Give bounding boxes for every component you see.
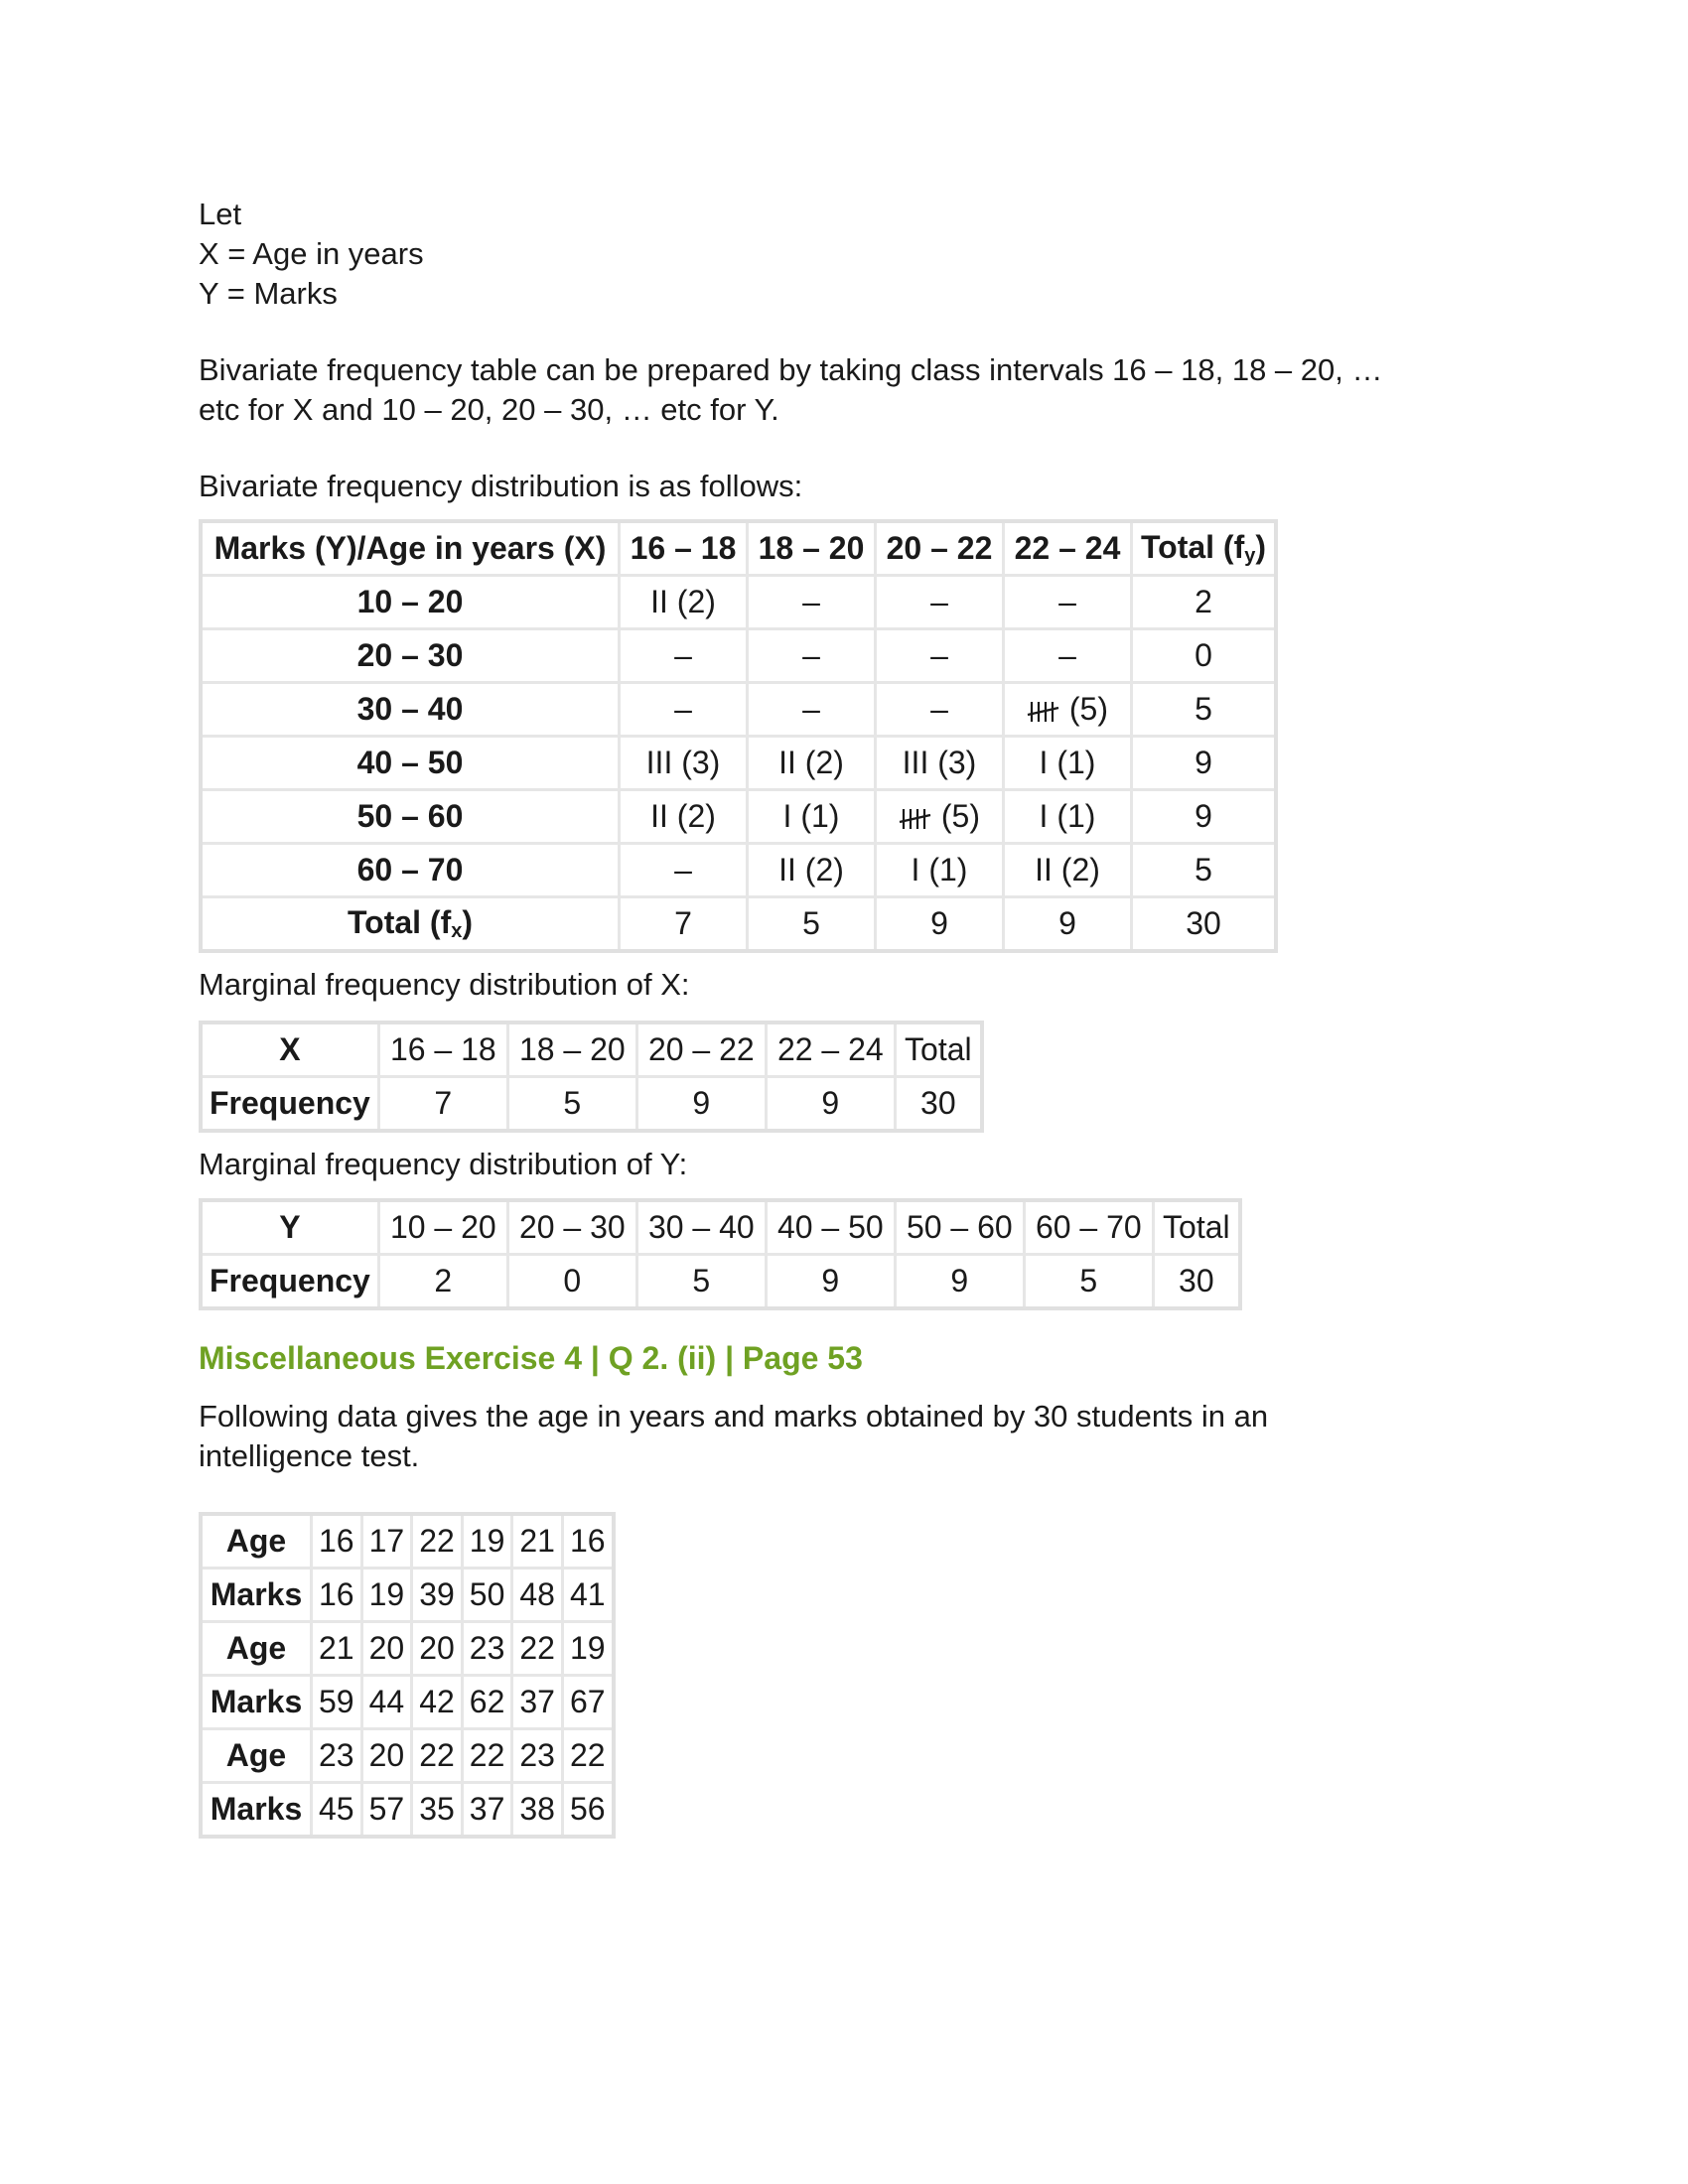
tally-cell: II (2) [748,844,876,897]
marginal-y-caption: Marginal frequency distribution of Y: [199,1147,688,1181]
raw-value: 44 [361,1676,412,1729]
raw-value: 45 [312,1783,362,1838]
y-class: 60 – 70 [1024,1200,1153,1255]
tally-cell: I (1) [1004,737,1132,790]
raw-value: 22 [512,1622,563,1676]
raw-data-table [199,1512,616,1839]
raw-value: 17 [361,1514,412,1569]
row-total: 2 [1132,576,1277,629]
raw-data-row [201,1676,614,1729]
exercise-text-1: Following data gives the age in years and marks obtained by 30 students in an [199,1399,1269,1433]
x-class: 18 – 20 [507,1023,636,1077]
tally-cell [876,790,1004,844]
tally-five-icon [899,807,932,831]
raw-value: 21 [512,1514,563,1569]
y-total: 30 [1153,1255,1240,1309]
raw-value: 20 [361,1622,412,1676]
bivariate-total-row [201,897,1276,952]
row-total: 9 [1132,790,1277,844]
raw-value: 67 [562,1676,613,1729]
bivariate-caption: Bivariate frequency distribution is as follows: [199,469,803,503]
raw-value: 16 [562,1514,613,1569]
x-class: 22 – 24 [766,1023,895,1077]
raw-value: 50 [462,1569,512,1622]
y-class: 40 – 50 [766,1200,895,1255]
marginal-x-header-row [201,1023,982,1077]
y-definition: Y = Marks [199,276,338,311]
exercise-heading: Miscellaneous Exercise 4 | Q 2. (ii) | Page 53 [199,1340,863,1376]
bivariate-row [201,683,1276,737]
col-header: 18 – 20 [748,521,876,576]
tally-cell: – [876,629,1004,683]
raw-value: 48 [512,1569,563,1622]
tally-five-icon [1027,700,1060,724]
row-label: 10 – 20 [201,576,620,629]
paragraph-line-2: etc for X and 10 – 20, 20 – 30, … etc for Y. [199,392,779,427]
raw-value: 20 [412,1622,463,1676]
col-header: 16 – 18 [620,521,748,576]
x-freq: 9 [636,1077,766,1132]
raw-value: 56 [562,1783,613,1838]
tally-cell: I (1) [1004,790,1132,844]
tally-cell: – [748,629,876,683]
raw-row-label: Age [201,1514,312,1569]
raw-value: 37 [462,1783,512,1838]
y-freq: 5 [1024,1255,1153,1309]
raw-value: 19 [361,1569,412,1622]
tally-cell: II (2) [1004,844,1132,897]
tally-cell [1004,683,1132,737]
grand-total: 30 [1132,897,1277,952]
tally-cell: II (2) [620,790,748,844]
x-head: X [201,1023,378,1077]
let-text: Let [199,197,242,231]
raw-value: 19 [462,1514,512,1569]
raw-data-row [201,1729,614,1783]
raw-row-label: Age [201,1622,312,1676]
tally-cell: III (3) [620,737,748,790]
y-freq: 9 [895,1255,1024,1309]
footer-cell: 5 [748,897,876,952]
page [199,195,1489,1839]
marginal-x-caption: Marginal frequency distribution of X: [199,967,690,1002]
x-definition: X = Age in years [199,236,424,271]
paragraph-line-1: Bivariate frequency table can be prepared by taking class intervals 16 – 18, 18 – 20, … [199,352,1383,387]
raw-value: 22 [412,1514,463,1569]
tally-cell: I (1) [748,790,876,844]
tally-cell: III (3) [876,737,1004,790]
raw-row-label: Age [201,1729,312,1783]
raw-value: 22 [562,1729,613,1783]
raw-value: 57 [361,1783,412,1838]
raw-value: 20 [361,1729,412,1783]
marginal-x-table [199,1021,984,1133]
raw-value: 22 [462,1729,512,1783]
tally-cell: – [620,844,748,897]
raw-value: 41 [562,1569,613,1622]
tally-cell: – [876,683,1004,737]
y-class: 20 – 30 [507,1200,636,1255]
bivariate-row [201,576,1276,629]
tally-cell: II (2) [748,737,876,790]
row-total: 0 [1132,629,1277,683]
footer-cell: 9 [1004,897,1132,952]
raw-data-row [201,1622,614,1676]
bivariate-header-row [201,521,1276,576]
raw-value: 39 [412,1569,463,1622]
corner-header: Marks (Y)/Age in years (X) [201,521,620,576]
x-class: 16 – 18 [378,1023,507,1077]
raw-value: 21 [312,1622,362,1676]
tally-cell: – [620,683,748,737]
raw-row-label: Marks [201,1783,312,1838]
bivariate-row [201,629,1276,683]
marginal-y-freq-row [201,1255,1240,1309]
row-total: 9 [1132,737,1277,790]
col-header: 22 – 24 [1004,521,1132,576]
raw-value: 23 [512,1729,563,1783]
raw-row-label: Marks [201,1569,312,1622]
x-freq: 5 [507,1077,636,1132]
footer-label: Total $(f_x)$ [201,897,620,952]
x-freq-label: Frequency [201,1077,378,1132]
y-freq: 2 [378,1255,507,1309]
raw-row-label: Marks [201,1676,312,1729]
tally-cell: II (2) [620,576,748,629]
raw-value: 35 [412,1783,463,1838]
y-head: Y [201,1200,378,1255]
row-label: 40 – 50 [201,737,620,790]
tally-cell: – [1004,629,1132,683]
total-header: Total $(f_y)$ [1132,521,1277,576]
row-total: 5 [1132,683,1277,737]
raw-value: 59 [312,1676,362,1729]
raw-value: 23 [312,1729,362,1783]
tally-cell: – [1004,576,1132,629]
x-class: 20 – 22 [636,1023,766,1077]
row-label: 60 – 70 [201,844,620,897]
raw-value: 16 [312,1514,362,1569]
marginal-y-table [199,1198,1242,1310]
row-label: 30 – 40 [201,683,620,737]
y-class: 30 – 40 [636,1200,766,1255]
x-freq: 7 [378,1077,507,1132]
raw-value: 23 [462,1622,512,1676]
marginal-x-freq-row [201,1077,982,1132]
row-label: 50 – 60 [201,790,620,844]
raw-value: 62 [462,1676,512,1729]
row-total: 5 [1132,844,1277,897]
exercise-text-2: intelligence test. [199,1438,420,1473]
tally-cell: – [748,576,876,629]
tally-cell: – [748,683,876,737]
x-freq: 9 [766,1077,895,1132]
y-class: 50 – 60 [895,1200,1024,1255]
x-total: 30 [895,1077,982,1132]
bivariate-row [201,844,1276,897]
raw-value: 16 [312,1569,362,1622]
marginal-y-header-row [201,1200,1240,1255]
raw-value: 38 [512,1783,563,1838]
raw-data-row [201,1514,614,1569]
raw-value: 19 [562,1622,613,1676]
y-total-label: Total [1153,1200,1240,1255]
bivariate-row [201,790,1276,844]
raw-data-row [201,1783,614,1838]
y-freq: 0 [507,1255,636,1309]
col-header: 20 – 22 [876,521,1004,576]
y-class: 10 – 20 [378,1200,507,1255]
x-total-label: Total [895,1023,982,1077]
y-freq: 5 [636,1255,766,1309]
tally-count: (5) [1060,691,1108,727]
footer-cell: 7 [620,897,748,952]
raw-value: 42 [412,1676,463,1729]
tally-cell: I (1) [876,844,1004,897]
tally-cell: – [876,576,1004,629]
tally-count: (5) [932,798,980,834]
bivariate-table [199,519,1278,953]
y-freq-label: Frequency [201,1255,378,1309]
raw-value: 37 [512,1676,563,1729]
footer-cell: 9 [876,897,1004,952]
bivariate-row [201,737,1276,790]
tally-cell: – [620,629,748,683]
raw-data-row [201,1569,614,1622]
raw-value: 22 [412,1729,463,1783]
y-freq: 9 [766,1255,895,1309]
row-label: 20 – 30 [201,629,620,683]
